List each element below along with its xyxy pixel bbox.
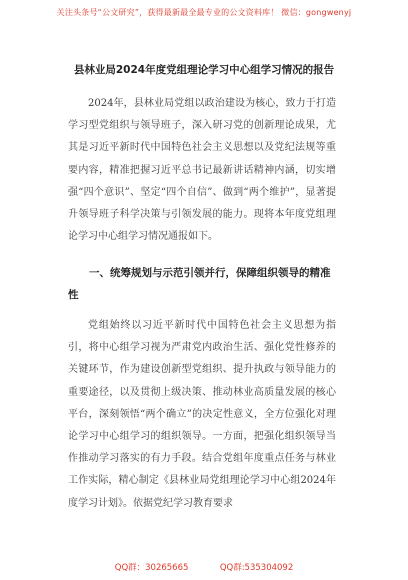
footer-contacts: [0, 561, 408, 573]
footer-qq-group-1: QQ群：30265665: [114, 563, 189, 573]
section-heading-1: 一、统筹规划与示范引领并行，保障组织领导的精准性: [68, 267, 331, 301]
footer-qq-group-2: QQ群:535304092: [219, 563, 294, 573]
top-banner: 关注头条号“公文研究”，获得最新最全最专业的公文资料库！ 微信：gongwenyj: [56, 8, 352, 17]
body-paragraph-1: 党组始终以习近平新时代中国特色社会主义思想为指引，将中心组学习视为严肃党内政治生活、强化党性修养的关键环节，作为建设创新型党组织、提升执政与领导能力的重要途径，以及贯彻上级决策、推动林业高质量发展的核心平台，深刻领悟“两个确立”的决定性意义，全方位强化对理论学习中心组学习的组织领导。一方面，把强化组织领导当作推动学习落实的有力手段。结合党组年度重点任务与林业工作实际，精心制定《县林业局党组理论学习中心组2024年度学习计划》。依据党纪学习教育要求: [68, 320, 336, 509]
intro-paragraph: 2024年，县林业局党组以政治建设为核心，致力于打造学习型党组织与领导班子，深入研习党的创新理论成果，尤其是习近平新时代中国特色社会主义思想以及党纪法规等重要内容，精准把握习近平总书记最新讲话精神内涵，切实增强“四个意识”、坚定“四个自信”、做到“两个维护”，显著提升领导班子科学决策与引领发展的能力。现将本年度党组理论学习中心组学习情况通报如下。: [68, 98, 336, 243]
document-title: 县林业局2024年度党组理论学习中心组学习情况的报告: [73, 64, 335, 76]
